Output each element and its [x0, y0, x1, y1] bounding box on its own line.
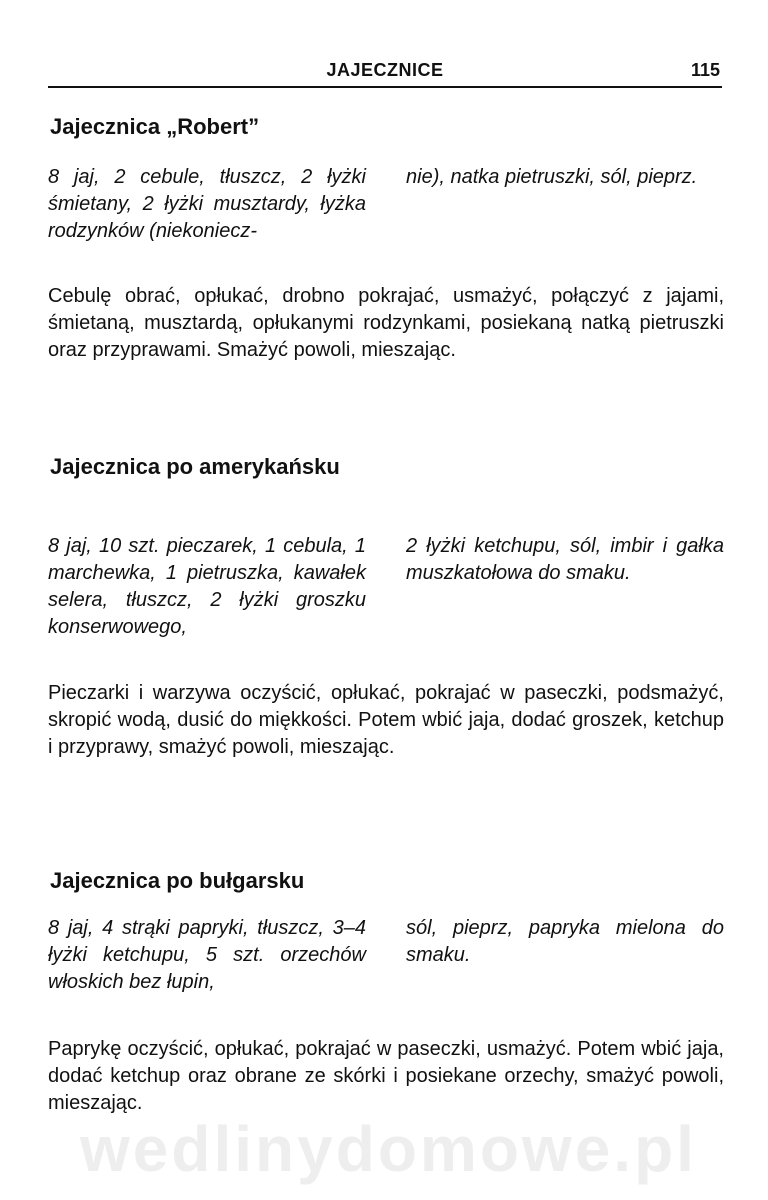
ingredients-right-column: nie), natka pietruszki, sól, pieprz. [406, 166, 698, 188]
method-text: Pieczarki i warzywa oczyścić, opłukać, pokrajać w paseczki, podsmażyć, skropić wodą, dusić do miękkości. Potem wbić jaja, dodać groszek, ketchup i przyprawy, smażyć powoli, mieszając. [48, 682, 724, 758]
ingredients-block [48, 164, 724, 245]
ingredients-left-column: 8 jaj, 10 szt. pieczarek, 1 cebula, 1 marchewka, 1 pietruszka, kawałek selera, tłuszcz, 2 łyżki groszku konserwowego, [48, 535, 366, 638]
page-number: 115 [690, 60, 720, 80]
recipe-title: Jajecznica „Robert” [50, 114, 260, 139]
recipe-title: Jajecznica po bułgarsku [50, 868, 305, 893]
running-title: JAJECZNICE [326, 60, 444, 80]
running-header [48, 56, 722, 88]
method-text: Cebulę obrać, opłukać, drobno pokrajać, usmażyć, połączyć z jajami, śmietaną, musztardą, opłukanymi rodzynkami, posiekaną natką pietruszki oraz przyprawami. Smażyć powoli, mieszając. [48, 285, 724, 361]
ingredients-block [48, 533, 724, 641]
ingredients-block [48, 915, 724, 996]
ingredients-right-column: 2 łyżki ketchupu, sól, imbir i gałka muszkatołowa do smaku. [406, 535, 724, 584]
recipe-title: Jajecznica po amerykańsku [50, 454, 340, 479]
method-text: Paprykę oczyścić, opłukać, pokrajać w paseczki, usmażyć. Potem wbić jaja, dodać ketchup oraz obrane ze skórki i posiekane orzechy, smażyć powoli, mieszając. [48, 1038, 724, 1114]
watermark: wedlinydomowe.pl [80, 1113, 697, 1185]
ingredients-left-column: 8 jaj, 2 cebule, tłuszcz, 2 łyżki śmietany, 2 łyżki musztardy, łyżka rodzynków (niekoniecz- [48, 166, 366, 242]
ingredients-left-column: 8 jaj, 4 strąki papryki, tłuszcz, 3–4 łyżki ketchupu, 5 szt. orzechów włoskich bez łupin, [48, 917, 366, 993]
ingredients-right-column: sól, pieprz, papryka mielona do smaku. [406, 917, 724, 966]
